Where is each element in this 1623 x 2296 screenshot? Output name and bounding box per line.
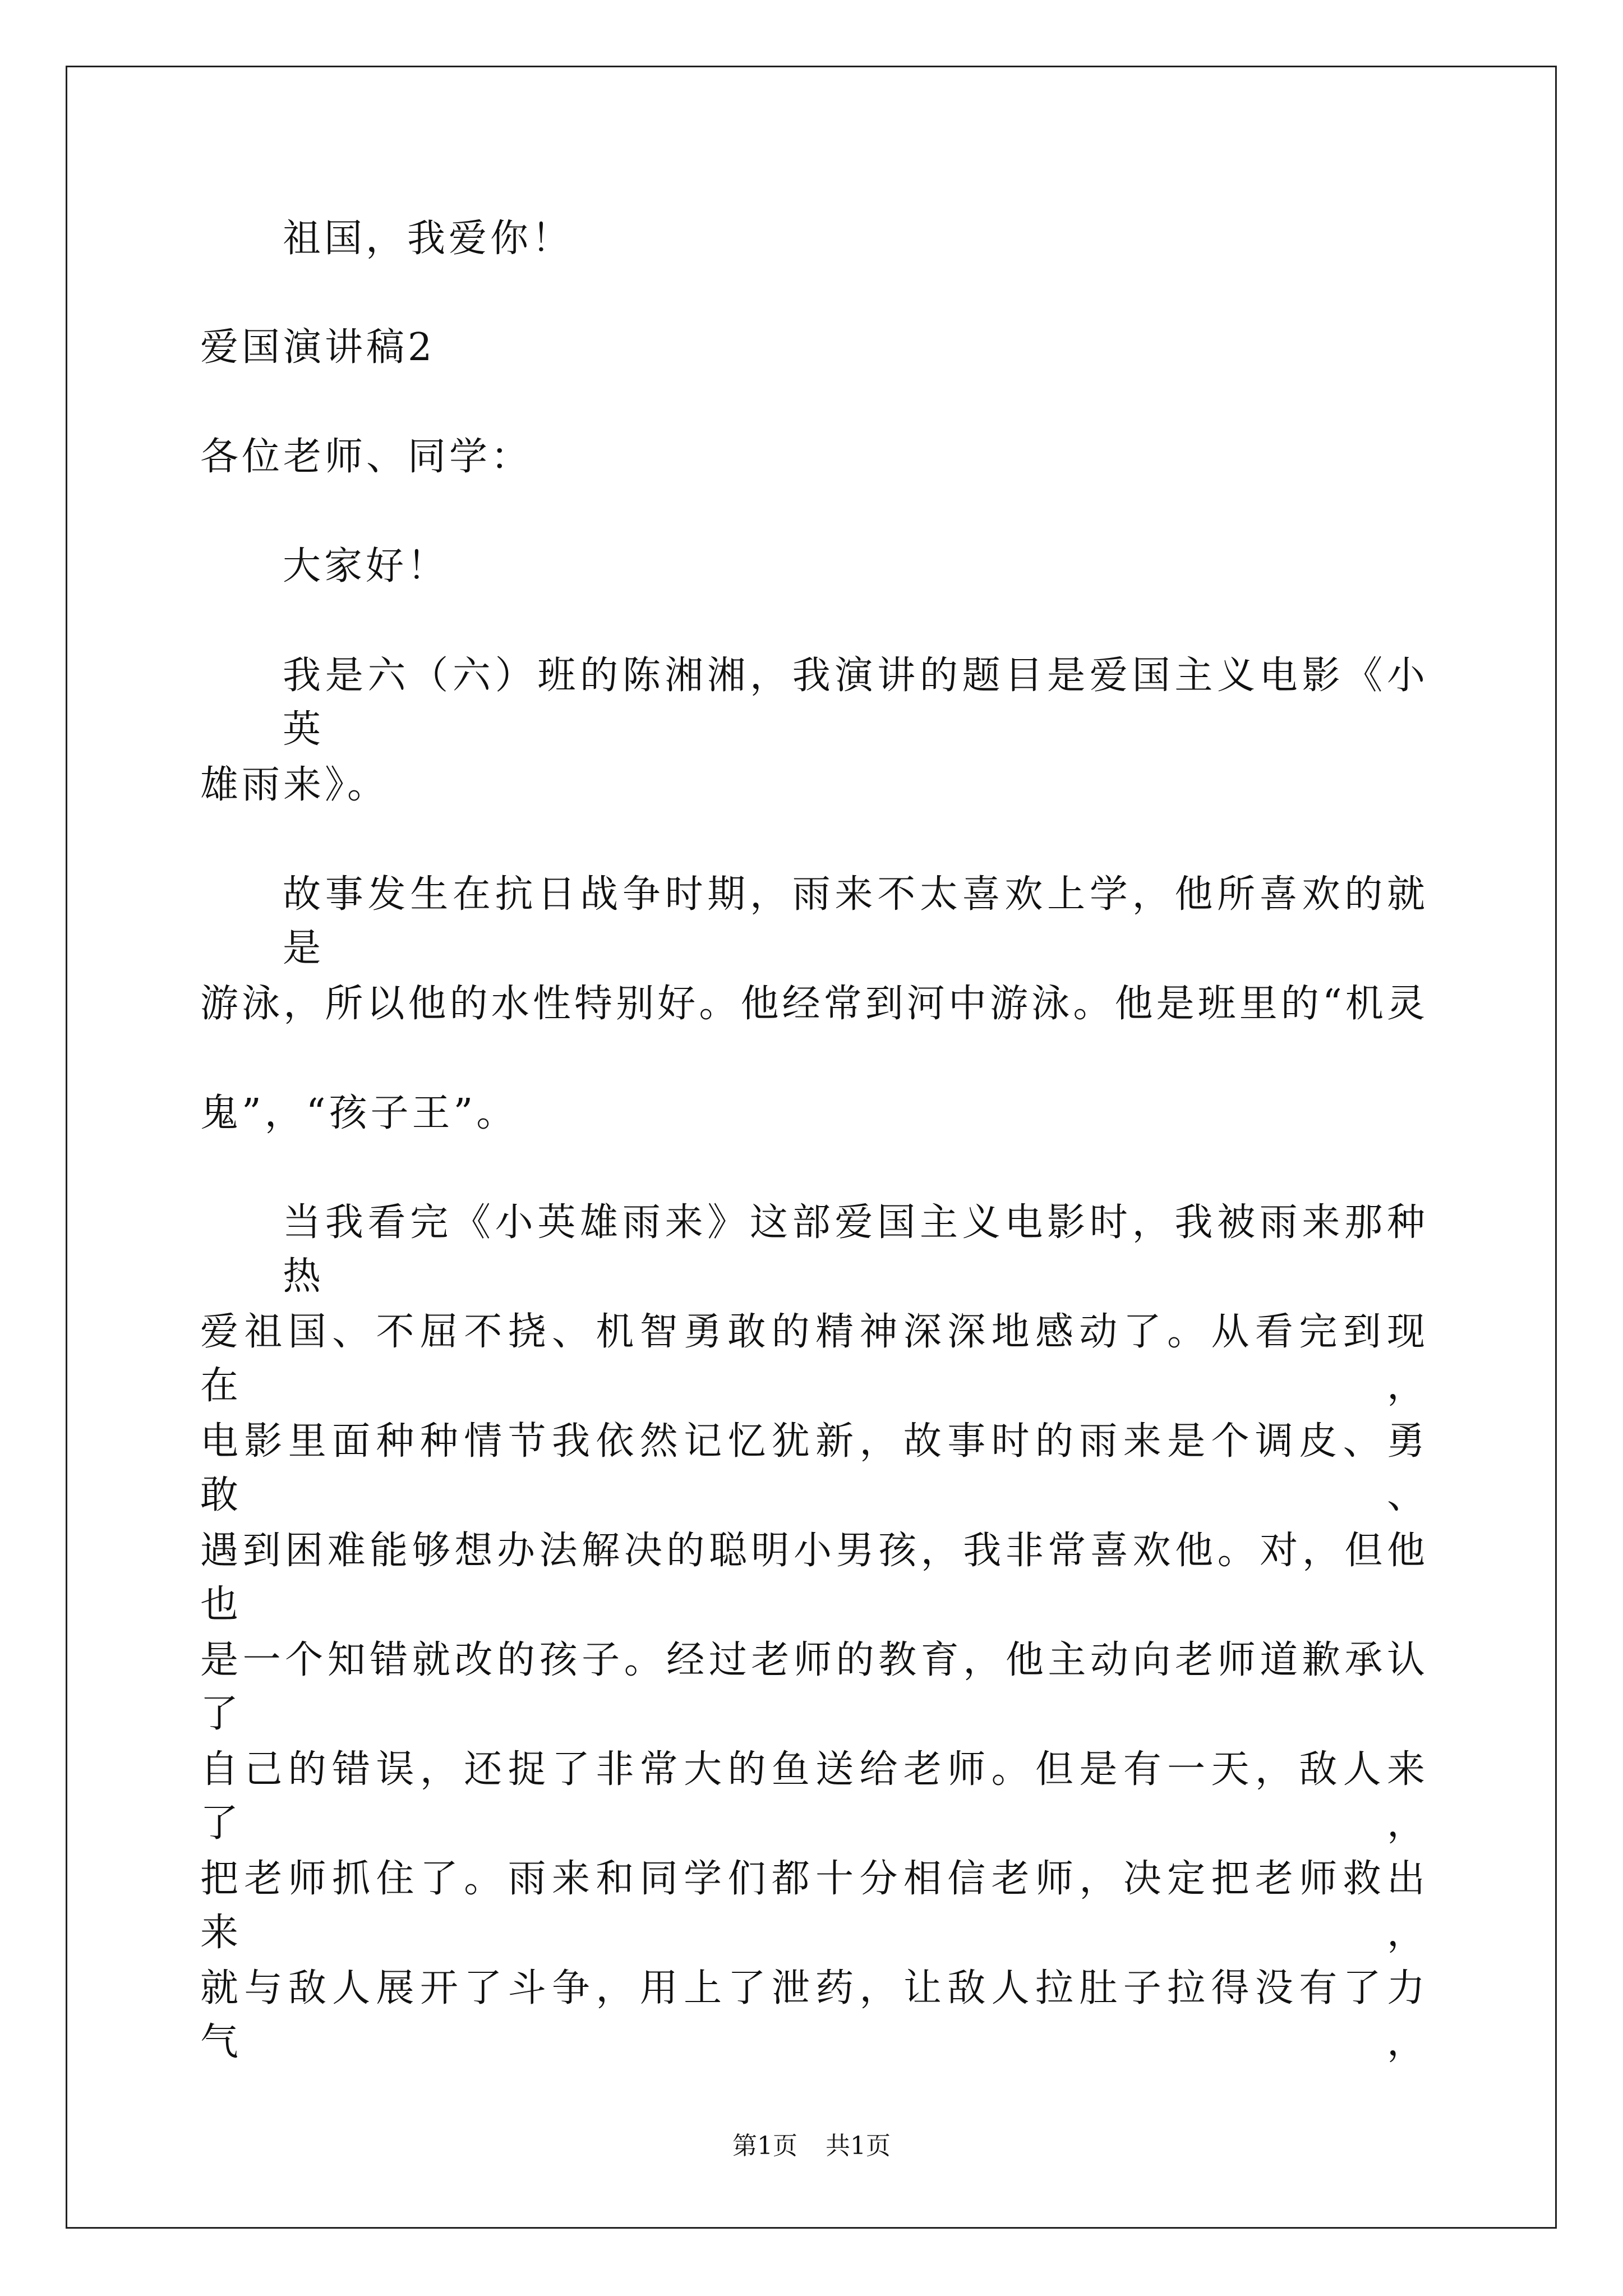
salutation: 各位老师、同学： bbox=[200, 435, 533, 479]
text-line: 雄雨来》。 bbox=[200, 763, 389, 807]
text-line: 鬼”，“孩子王”。 bbox=[200, 1091, 518, 1135]
text-line: 爱祖国、不屈不挠、机智勇敢的精神深深地感动了。从看完到现在， bbox=[200, 1310, 1428, 1408]
text-line: 自己的错误，还捉了非常大的鱼送给老师。但是有一天，敌人来了， bbox=[200, 1747, 1428, 1846]
text-line: 祖国，我爱你！ bbox=[283, 217, 574, 261]
text-line: 就与敌人展开了斗争，用上了泄药，让敌人拉肚子拉得没有了力气， bbox=[200, 1966, 1428, 2064]
text-line: 把老师抓住了。雨来和同学们都十分相信老师，决定把老师救出来， bbox=[200, 1857, 1428, 1955]
text-line: 电影里面种种情节我依然记忆犹新，故事时的雨来是个调皮、勇敢、 bbox=[200, 1419, 1428, 1517]
page-total: 共1页 bbox=[826, 2132, 891, 2160]
page-footer bbox=[0, 2129, 1623, 2163]
text-line: 故事发生在抗日战争时期，雨来不太喜欢上学，他所喜欢的就是 bbox=[283, 872, 1428, 970]
text-line: 当我看完《小英雄雨来》这部爱国主义电影时，我被雨来那种热 bbox=[283, 1200, 1428, 1299]
text-line: 遇到困难能够想办法解决的聪明小男孩，我非常喜欢他。对，但他也 bbox=[200, 1529, 1428, 1627]
section-title: 爱国演讲稿2 bbox=[200, 325, 436, 370]
text-line: 游泳，所以他的水性特别好。他经常到河中游泳。他是班里的“机灵 bbox=[200, 982, 1428, 1026]
text-line: 是一个知错就改的孩子。经过老师的教育，他主动向老师道歉承认了 bbox=[200, 1638, 1428, 1736]
greeting: 大家好！ bbox=[283, 544, 449, 588]
page-number: 第1页 bbox=[732, 2132, 797, 2160]
text-line: 我是六（六）班的陈湘湘，我演讲的题目是爱国主义电影《小英 bbox=[283, 654, 1428, 752]
